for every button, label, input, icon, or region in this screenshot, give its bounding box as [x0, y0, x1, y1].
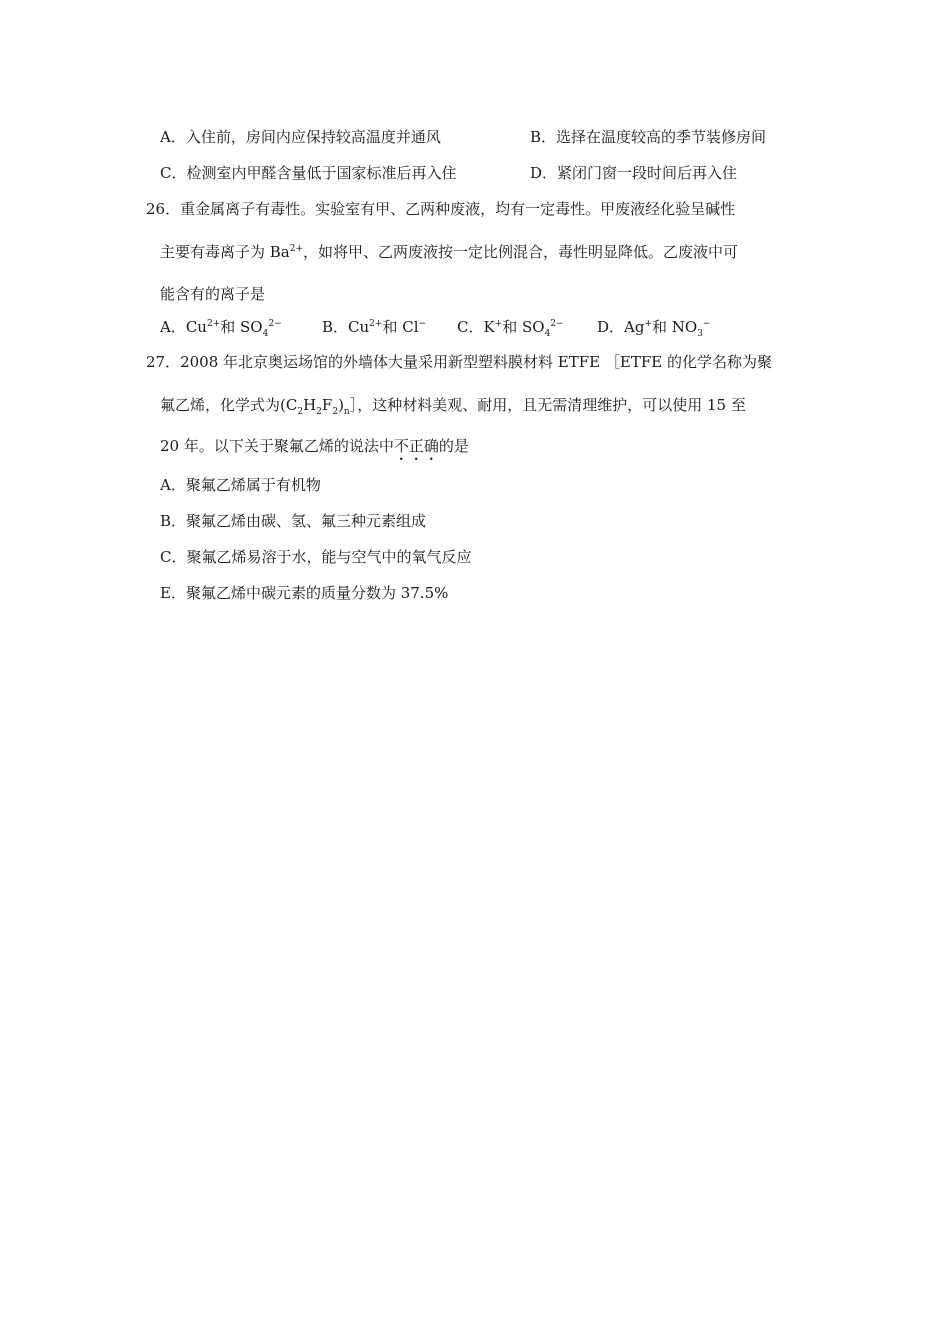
- q26-stem-line3: 能含有的离子是: [160, 285, 266, 303]
- q27-option-e: E．聚氟乙烯中碳元素的质量分数为 37.5%: [160, 584, 449, 602]
- q25-option-b: B．选择在温度较高的季节装修房间: [530, 128, 767, 146]
- q25-option-d: D．紧闭门窗一段时间后再入住: [530, 164, 738, 182]
- emphasis-not-correct: 不正确: [393, 437, 439, 455]
- q27-stem-line1: 27．2008 年北京奥运场馆的外墙体大量采用新型塑料膜材料 ETFE ［ETFE 的化学名称为聚: [146, 353, 772, 371]
- q27-option-a: A．聚氟乙烯属于有机物: [160, 476, 321, 494]
- q26-option-b: B．$Cu^{2+}$和 Cl−: [322, 318, 427, 336]
- q26-stem-line1: 26．重金属离子有毒性。实验室有甲、乙两种废液，均有一定毒性。甲废液经化验呈碱性: [146, 200, 736, 218]
- q25-option-a: A．入住前，房间内应保持较高温度并通风: [160, 128, 441, 146]
- q26-option-d: D．Ag+和 $NO_3^-$: [597, 318, 711, 339]
- q25-option-c: C．检测室内甲醛含量低于国家标准后再入住: [160, 164, 457, 182]
- q27-option-c: C．聚氟乙烯易溶于水，能与空气中的氧气反应: [160, 548, 472, 566]
- q26-stem-line2: 主要有毒离子为 $Ba^{2+}$，如将甲、乙两废液按一定比例混合，毒性明显降低。乙废液中可: [160, 243, 739, 261]
- q26-option-a: A．$Cu^{2+}$和 $SO_4^{2-}$: [160, 318, 282, 339]
- q27-stem-line3: 20 年。以下关于聚氟乙烯的说法中不正确的是: [160, 437, 469, 455]
- q27-stem-line2: 氟乙烯，化学式为$(C_2H_2F_2)_n]$，这种材料美观、耐用，且无需清理维护，可以使用 15 至: [160, 396, 746, 417]
- q27-option-b: B．聚氟乙烯由碳、氢、氟三种元素组成: [160, 512, 427, 530]
- q26-option-c: C．K+和 $SO_4^{2-}$: [457, 318, 564, 339]
